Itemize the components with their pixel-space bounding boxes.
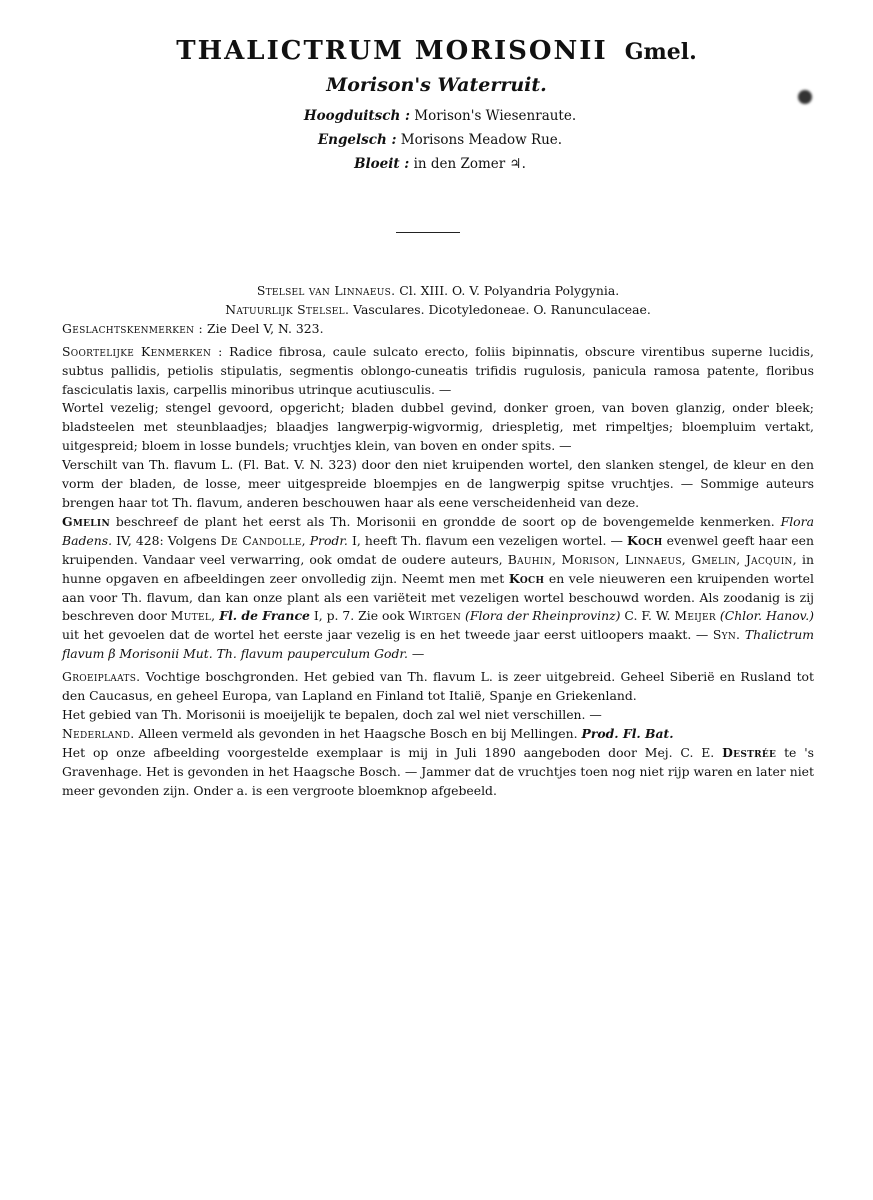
gmelin-text-d: evenwel geeft haar een kruipenden. Vandaar veel verwarring, ook omdat de oudere auteurs, [62, 532, 814, 567]
page-subtitle: Morison's Waterruit. [326, 74, 547, 96]
soort-text: Radice fibrosa, caule sulcato erecto, foliis bipinnatis, obscure virentibus superne lucidis, subtus pallidis, petiolis stipulatis, segmentis oblongo-cuneatis trifidis rugulosis, panicula ramosa patente, floribus fasciculatis laxis, carpellis minoribus utrinque acutiusculis. — [62, 343, 814, 397]
synonym-text: Thalictrum flavum β Morisonii Mut. Th. flavum pauperculum Godr. [62, 627, 814, 662]
author-meijer: Meijer [674, 608, 716, 624]
author-koch-2: Koch [508, 570, 545, 586]
natuurlijk-text: Vasculares. Dicotyledoneae. O. Ranunculaceae. [353, 301, 651, 317]
gmelin-end: — [411, 646, 425, 662]
wortel-paragraph: Wortel vezelig; stengel gevoord, opgericht; bladen dubbel gevind, donker groen, van boven glanzig, onder bleek; bladsteelen met steunblaadjes; blaadjes langwerpig-wigvormig, driespletig, met rimpeltjes; bloempluim vertakt, uitgespreid; bloem in losse bundels; vruchtjes klein, van boven en onder spits. — [62, 400, 814, 454]
name-bloom-value: in den Zomer ♃. [413, 156, 526, 172]
name-bloom-label: Bloeit : [354, 156, 410, 172]
natuurlijk-label: Natuurlijk Stelsel. [225, 301, 350, 317]
page-title [0, 36, 873, 66]
afbeelding-text-a: Het op onze afbeelding voorgestelde exemplaar is mij in Juli 1890 aangeboden door Mej. C. E. [62, 744, 715, 760]
nederland-paragraph [62, 725, 814, 744]
name-german-label: Hoogduitsch : [303, 108, 410, 124]
gmelin-text-e: in hunne opgaven en afbeeldingen zeer onvolledig zijn. Neemt men met [62, 551, 814, 586]
geslacht-text: Zie Deel V, N. 323. [206, 320, 324, 336]
ref-flore-de-france: Fl. de France [219, 608, 310, 624]
author-mutel: Mutel, [170, 608, 216, 624]
ref-flora-badens: Flora Badens. [62, 513, 814, 548]
nederland-label: Nederland. [62, 725, 135, 741]
natuurlijk-stelsel [62, 301, 814, 320]
gmelin-text-f: en vele nieuweren een kruipenden wortel aan voor Th. flavum, dan kan onze plant als een variëteit met vezeligen wortel beschouwd worden. Als zoodanig is zij beschreven door [62, 570, 814, 624]
name-bloom [240, 152, 640, 176]
gebied-paragraph: Het gebied van Th. Morisonii is moeijelijk te bepalen, doch zal wel niet verschillen. — [62, 706, 602, 722]
author-destree: Destrée [722, 744, 777, 760]
geslachtskenmerken [62, 320, 814, 339]
soortelijke-kenmerken [62, 343, 814, 400]
soort-label: Soortelijke Kenmerken : [62, 343, 223, 359]
verschilt-paragraph: Verschilt van Th. flavum L. (Fl. Bat. V. N. 323) door den niet kruipenden wortel, den slanken stengel, de kleur en den vorm der bladen, de losse, meer uitgespreide bloempjes en de langwerpig spitse vruchtjes. — Sommige auteurs brengen haar tot Th. flavum, anderen beschouwen haar als eene verscheidenheid van deze. [62, 457, 814, 510]
name-english-label: Engelsch : [317, 132, 397, 148]
ink-blot [798, 90, 812, 104]
synonym-label: Syn. [712, 627, 741, 643]
ref-flora-rheinprovinz: (Flora der Rheinprovinz) [465, 608, 621, 624]
name-english-value: Morisons Meadow Rue. [400, 132, 563, 148]
ref-prodr: Prodr. [309, 532, 348, 548]
author-de-candolle: De Candolle [220, 532, 302, 548]
gmelin-paragraph: Gmelin beschreef de plant het eerst als Th. Morisonii en grondde de soort op de bovengemelde kenmerken. Flora Badens. IV, 428: Volgens De Candolle, Prodr. I, heeft Th. flavum een vezeligen wortel. — Koch evenwel geeft haar een kruipenden. Vandaar veel verwarring, ook omdat de oudere auteurs, Bauhin, Morison, Linnaeus, Gmelin, Jacquin, in hunne opgaven en afbeeldingen zeer onvolledig zijn. Neemt men met Koch en vele nieuweren een kruipenden wortel aan voor Th. flavum, dan kan onze plant als een variëteit met vezeligen wortel beschouwd worden. Als zoodanig is zij beschreven door Mutel, Fl. de France I, p. 7. Zie ook Wirtgen (Flora der Rheinprovinz) C. F. W. Meijer (Chlor. Hanov.) uit het gevoelen dat de wortel het eerste jaar vezelig is en het tweede jaar eerst uitloopers maakt. — Syn. Thalictrum flavum β Morisonii Mut. Th. flavum pauperculum Godr. — [62, 513, 814, 662]
ref-prod-fl-bat: Prod. Fl. Bat. [581, 725, 674, 741]
gmelin-text-h: C. F. W. [624, 608, 671, 624]
afbeelding-text-b: te 's Gravenhage. Het is gevonden in het Haagsche Bosch. — Jammer dat de vruchtjes toen nog niet rijp waren en later niet meer gevonden zijn. Onder a. is een vergroote bloemknop afgebeeld. [62, 744, 814, 798]
author-wirtgen: Wirtgen [408, 608, 462, 624]
gmelin-text-a: beschreef de plant het eerst als Th. Morisonii en grondde de soort op de bovengemelde kenmerken. [115, 513, 775, 529]
title-author: Gmel. [624, 39, 697, 65]
name-english [240, 128, 640, 152]
title-species: THALICTRUM MORISONII [176, 36, 608, 66]
name-german [240, 104, 640, 128]
nederland-text: Alleen vermeld als gevonden in het Haagsche Bosch en bij Mellingen. [138, 725, 578, 741]
common-names [240, 104, 640, 176]
stelsel-linnaeus-label: Stelsel van Linnaeus. [256, 283, 396, 298]
gmelin-text-c: I, heeft Th. flavum een vezeligen wortel. — [351, 532, 623, 548]
gmelin-text-g: I, p. 7. Zie ook [313, 608, 405, 624]
document-body [62, 282, 814, 800]
groeiplaats-paragraph [62, 668, 814, 706]
stelsel-linnaeus-text: Cl. XIII. O. V. Polyandria Polygynia. [399, 283, 620, 298]
name-german-value: Morison's Wiesenraute. [414, 108, 577, 124]
stelsel-linnaeus [62, 282, 814, 301]
gmelin-text-i: uit het gevoelen dat de wortel het eerste jaar vezelig is en het tweede jaar eerst uitloopers maakt. — [62, 627, 709, 643]
author-gmelin: Gmelin [62, 513, 110, 529]
divider-rule [396, 232, 460, 233]
ref-chlor-hanov: (Chlor. Hanov.) [719, 608, 814, 624]
author-list: Bauhin, Morison, Linnaeus, Gmelin, Jacquin, [507, 551, 797, 567]
afbeelding-paragraph [62, 744, 814, 801]
groei-label: Groeiplaats. [62, 669, 141, 685]
groei-text: Vochtige boschgronden. Het gebied van Th. flavum L. is zeer uitgebreid. Geheel Siberië en Rusland tot den Caucasus, en geheel Europa, van Lapland en Finland tot Italië, Spanje en Griekenland. [62, 669, 814, 704]
author-koch: Koch [627, 532, 663, 548]
gmelin-text-b: IV, 428: Volgens [116, 532, 217, 548]
geslacht-label: Geslachtskenmerken : [62, 320, 204, 336]
